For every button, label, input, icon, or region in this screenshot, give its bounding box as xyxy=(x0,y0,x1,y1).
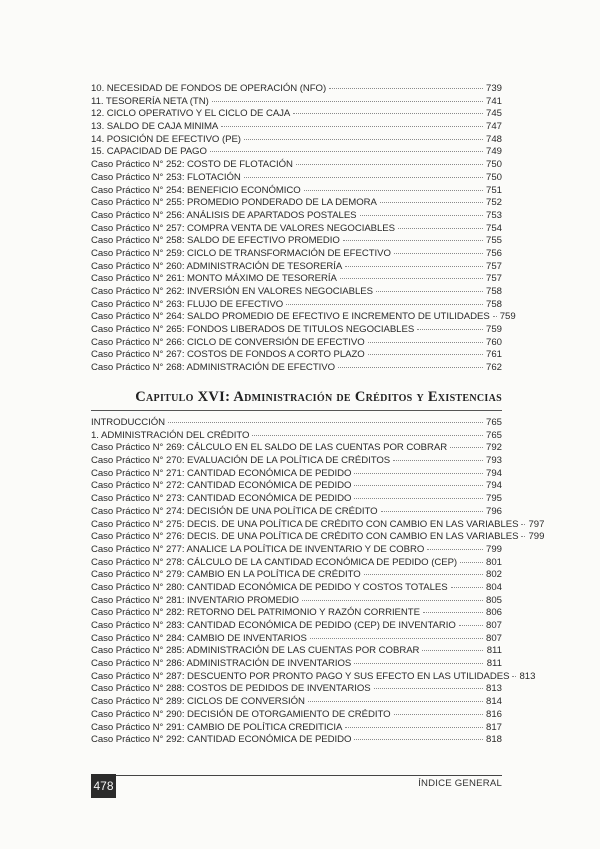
toc-entry-title: Caso Práctico N° 257: COMPRA VENTA DE VALORES NEGOCIABLES xyxy=(91,222,395,234)
toc-entry xyxy=(91,185,502,198)
dot-leader xyxy=(244,139,483,140)
toc-entry xyxy=(91,670,536,684)
dot-leader xyxy=(451,587,483,588)
heading-rule xyxy=(91,410,502,411)
toc-entry-page: 818 xyxy=(485,734,502,746)
toc-entry-page: 739 xyxy=(485,83,502,94)
toc-entry-title: Caso Práctico N° 274: DECISIÓN DE UNA POLÍTICA DE CRÉDITO xyxy=(91,505,378,517)
dot-leader xyxy=(345,266,483,267)
toc-entry xyxy=(91,620,502,633)
dot-leader xyxy=(252,435,483,436)
toc-entry xyxy=(91,121,502,134)
toc-entry-page: 749 xyxy=(485,146,502,158)
toc-entry-page: 794 xyxy=(485,467,502,479)
toc-entry-page: 799 xyxy=(528,531,545,543)
toc-entry xyxy=(91,468,502,481)
dot-leader xyxy=(374,688,483,689)
toc-entry-title: Caso Práctico N° 273: CANTIDAD ECONÓMICA DE PEDIDO xyxy=(91,493,352,505)
dot-leader xyxy=(354,663,483,664)
toc-entry-title: Caso Práctico N° 256: ANÁLISIS DE APARTADOS POSTALES xyxy=(91,209,357,221)
toc-entry-page: 794 xyxy=(485,480,502,492)
toc-section-before xyxy=(91,83,516,375)
toc-entry-page: 757 xyxy=(485,273,502,285)
dot-leader xyxy=(212,101,483,102)
toc-entry xyxy=(91,299,502,312)
toc-entry-title: Caso Práctico N° 282: RETORNO DEL PATRIMONIO Y RAZÓN CORRIENTE xyxy=(91,607,420,619)
toc-entry-page: 753 xyxy=(485,209,502,221)
dot-leader xyxy=(450,447,483,448)
dot-leader xyxy=(354,485,483,486)
toc-entry-title: Caso Práctico N° 277: ANALICE LA POLÍTICA DE INVENTARIO Y DE COBRO xyxy=(91,543,425,555)
dot-leader xyxy=(427,549,483,550)
toc-entry-title: Caso Práctico N° 268: ADMINISTRACIÓN DE EFECTIVO xyxy=(91,362,336,374)
toc-entry-title: Caso Práctico N° 265: FONDOS LIBERADOS DE TITULOS NEGOCIABLES xyxy=(91,324,415,336)
dot-leader xyxy=(168,422,483,423)
dot-leader xyxy=(329,88,483,89)
dot-leader xyxy=(304,190,483,191)
dot-leader xyxy=(343,240,483,241)
toc-entry xyxy=(91,248,502,261)
toc-entry-page: 793 xyxy=(485,455,502,467)
dot-leader xyxy=(345,727,483,728)
toc-entry-page: 758 xyxy=(485,298,502,310)
dot-leader xyxy=(423,612,483,613)
toc-entry-title: Caso Práctico N° 275: DECIS. DE UNA POLÍTICA DE CRÉDITO CON CAMBIO EN LAS VARIABLES xyxy=(91,518,519,530)
toc-entry xyxy=(91,544,502,557)
toc-entry-page: 811 xyxy=(486,658,502,670)
toc-entry-page: 765 xyxy=(485,429,502,441)
toc-entry-title: Caso Práctico N° 278: CÁLCULO DE LA CANTIDAD ECONÓMICA DE PEDIDO (CEP) xyxy=(91,556,458,568)
toc-entry xyxy=(91,683,502,696)
toc-entry-page: 748 xyxy=(485,133,502,145)
toc-entry-page: 752 xyxy=(485,197,502,209)
toc-entry-title: Caso Práctico N° 263: FLUJO DE EFECTIVO xyxy=(91,298,284,310)
toc-entry-title: Caso Práctico N° 290: DECISIÓN DE OTORGAMIENTO DE CRÉDITO xyxy=(91,708,391,720)
toc-entry-page: 813 xyxy=(485,683,502,695)
toc-entry-page: 804 xyxy=(485,581,502,593)
toc-entry xyxy=(91,159,502,172)
dot-leader xyxy=(459,625,483,626)
toc-entry xyxy=(91,197,502,210)
toc-entry xyxy=(91,493,502,506)
toc-entry-title: Caso Práctico N° 254: BENEFICIO ECONÓMICO xyxy=(91,184,301,196)
dot-leader xyxy=(512,676,516,677)
toc-entry xyxy=(91,146,502,159)
dot-leader xyxy=(221,126,483,127)
toc-entry-title: Caso Práctico N° 281: INVENTARIO PROMEDIO xyxy=(91,594,299,606)
toc-entry xyxy=(91,261,502,274)
toc-entry-page: 792 xyxy=(485,442,502,454)
toc-entry xyxy=(91,235,502,248)
toc-entry xyxy=(91,633,502,646)
toc-entry-title: Caso Práctico N° 267: COSTOS DE FONDOS A CORTO PLAZO xyxy=(91,349,365,361)
toc-entry-title: Caso Práctico N° 279: CAMBIO EN LA POLÍTICA DE CRÉDITO xyxy=(91,569,361,581)
toc-entry xyxy=(91,709,502,722)
toc-entry-page: 795 xyxy=(485,493,502,505)
toc-entry xyxy=(91,286,502,299)
dot-leader xyxy=(354,473,483,474)
toc-entry-page: 758 xyxy=(485,286,502,297)
dot-leader xyxy=(286,304,483,305)
toc-entry-title: 15. CAPACIDAD DE PAGO xyxy=(91,146,207,158)
toc-entry-page: 796 xyxy=(485,505,502,517)
toc-entry xyxy=(91,506,502,519)
running-title: ÍNDICE GENERAL xyxy=(418,778,502,789)
toc-entry-page: 741 xyxy=(485,95,502,107)
toc-entry-page: 813 xyxy=(519,670,536,682)
dot-leader xyxy=(521,524,525,525)
toc-entry-page: 760 xyxy=(485,336,502,348)
toc-entry-page: 757 xyxy=(485,260,502,272)
dot-leader xyxy=(296,164,483,165)
toc-entry-page: 759 xyxy=(499,311,516,323)
toc-entry-page: 817 xyxy=(485,721,502,733)
dot-leader xyxy=(302,600,483,601)
dot-leader xyxy=(340,278,483,279)
chapter-heading: Capitulo XVI: Administración de Créditos y Existencias xyxy=(135,389,502,405)
toc-entry-title: 14. POSICIÓN DE EFECTIVO (PE) xyxy=(91,133,241,145)
dot-leader xyxy=(338,367,483,368)
toc-entry-page: 751 xyxy=(485,184,502,196)
toc-entry-page: 754 xyxy=(485,222,502,234)
toc-entry-title: Caso Práctico N° 291: CAMBIO DE POLÍTICA CREDITICIA xyxy=(91,721,343,733)
toc-entry-page: 799 xyxy=(485,543,502,555)
toc-entry-page: 755 xyxy=(485,235,502,247)
toc-entry-title: Caso Práctico N° 253: FLOTACIÓN xyxy=(91,171,241,183)
toc-entry-title: Caso Práctico N° 288: COSTOS DE PEDIDOS DE INVENTARIOS xyxy=(91,683,371,695)
dot-leader xyxy=(308,701,483,702)
dot-leader xyxy=(394,253,483,254)
dot-leader xyxy=(293,113,483,114)
toc-entry xyxy=(91,582,502,595)
toc-entry-title: Caso Práctico N° 289: CICLOS DE CONVERSIÓN xyxy=(91,696,305,708)
toc-entry-title: Caso Práctico N° 280: CANTIDAD ECONÓMICA DE PEDIDO Y COSTOS TOTALES xyxy=(91,581,448,593)
toc-entry-title: Caso Práctico N° 255: PROMEDIO PONDERADO DE LA DEMORA xyxy=(91,197,377,209)
dot-leader xyxy=(364,574,483,575)
toc-entry-title: Caso Práctico N° 261: MONTO MÁXIMO DE TESORERÍA xyxy=(91,273,337,285)
toc-entry-title: INTRODUCCIÓN xyxy=(91,417,166,428)
toc-entry-title: Caso Práctico N° 258: SALDO DE EFECTIVO PROMEDIO xyxy=(91,235,340,247)
toc-entry-title: Caso Práctico N° 292: CANTIDAD ECONÓMICA DE PEDIDO xyxy=(91,734,352,746)
dot-leader xyxy=(310,638,483,639)
toc-entry xyxy=(91,480,502,493)
toc-entry xyxy=(91,337,502,350)
toc-entry-page: 761 xyxy=(485,349,502,361)
toc-entry xyxy=(91,134,502,147)
toc-entry-title: Caso Práctico N° 284: CAMBIO DE INVENTARIOS xyxy=(91,632,307,644)
toc-entry xyxy=(91,734,502,747)
toc-entry-page: 807 xyxy=(485,632,502,644)
toc-entry xyxy=(91,531,545,544)
dot-leader xyxy=(354,739,483,740)
toc-entry-page: 806 xyxy=(485,607,502,619)
toc-entry-title: Caso Práctico N° 283: CANTIDAD ECONÓMICA DE PEDIDO (CEP) DE INVENTARIO xyxy=(91,620,456,631)
dot-leader xyxy=(376,291,483,292)
toc-entry-page: 814 xyxy=(485,696,502,708)
toc-entry-title: Caso Práctico N° 252: COSTO DE FLOTACIÓN xyxy=(91,159,293,171)
dot-leader xyxy=(521,536,525,537)
toc-entry-page: 747 xyxy=(485,121,502,133)
toc-entry-page: 750 xyxy=(485,159,502,171)
toc-entry-title: Caso Práctico N° 269: CÁLCULO EN EL SALDO DE LAS CUENTAS POR COBRAR xyxy=(91,442,448,454)
toc-entry xyxy=(91,430,502,443)
toc-entry-page: 762 xyxy=(485,362,502,374)
toc-entry-title: Caso Práctico N° 270: EVALUACIÓN DE LA POLÍTICA DE CRÉDITOS xyxy=(91,455,391,467)
toc-entry xyxy=(91,557,502,570)
toc-entry xyxy=(91,417,502,430)
dot-leader xyxy=(368,354,483,355)
dot-leader xyxy=(417,329,483,330)
toc-entry-title: 12. CICLO OPERATIVO Y EL CICLO DE CAJA xyxy=(91,108,291,120)
toc-entry-page: 801 xyxy=(485,556,502,568)
toc-entry xyxy=(91,645,502,658)
dot-leader xyxy=(394,714,483,715)
toc-entry xyxy=(91,273,502,286)
dot-leader xyxy=(244,177,483,178)
footer-rule xyxy=(116,775,502,776)
toc-entry-title: Caso Práctico N° 271: CANTIDAD ECONÓMICA DE PEDIDO xyxy=(91,467,352,479)
toc-entry xyxy=(91,658,502,671)
toc-entry-title: 13. SALDO DE CAJA MINIMA xyxy=(91,121,219,133)
toc-entry xyxy=(91,311,516,324)
dot-leader xyxy=(210,151,483,152)
toc-entry xyxy=(91,607,502,620)
toc-section-chapter xyxy=(91,417,545,747)
toc-entry xyxy=(91,349,502,362)
dot-leader xyxy=(354,498,483,499)
dot-leader xyxy=(393,460,483,461)
toc-entry xyxy=(91,324,502,337)
toc-entry-page: 759 xyxy=(485,324,502,336)
toc-entry-page: 805 xyxy=(485,594,502,606)
dot-leader xyxy=(360,215,483,216)
toc-entry xyxy=(91,696,502,709)
dot-leader xyxy=(460,562,483,563)
dot-leader xyxy=(381,511,483,512)
toc-entry-title: Caso Práctico N° 286: ADMINISTRACIÓN DE INVENTARIOS xyxy=(91,658,352,670)
toc-entry-title: 10. NECESIDAD DE FONDOS DE OPERACIÓN (NFO) xyxy=(91,83,327,94)
toc-entry-title: Caso Práctico N° 285: ADMINISTRACIÓN DE LAS CUENTAS POR COBRAR xyxy=(91,645,420,657)
toc-entry-title: Caso Práctico N° 262: INVERSIÓN EN VALORES NEGOCIABLES xyxy=(91,286,373,297)
toc-entry-page: 811 xyxy=(486,645,502,657)
toc-entry-page: 816 xyxy=(485,708,502,720)
toc-entry xyxy=(91,722,502,735)
dot-leader xyxy=(380,202,483,203)
toc-entry-page: 756 xyxy=(485,247,502,259)
toc-entry-title: 1. ADMINISTRACIÓN DEL CRÉDITO xyxy=(91,429,250,441)
toc-entry xyxy=(91,569,502,582)
toc-entry xyxy=(91,595,502,608)
toc-entry-title: Caso Práctico N° 287: DESCUENTO POR PRONTO PAGO Y SUS EFECTO EN LAS UTILIDADES xyxy=(91,670,510,682)
page-number: 478 xyxy=(91,774,116,798)
toc-entry xyxy=(91,210,502,223)
toc-entry xyxy=(91,518,545,532)
toc-entry xyxy=(91,223,502,236)
dot-leader xyxy=(422,650,483,651)
dot-leader xyxy=(368,342,483,343)
toc-entry-page: 750 xyxy=(485,171,502,183)
toc-entry-title: Caso Práctico N° 276: DECIS. DE UNA POLÍTICA DE CRÉDITO CON CAMBIO EN LAS VARIABLES xyxy=(91,531,519,543)
toc-entry xyxy=(91,362,502,375)
toc-entry xyxy=(91,455,502,468)
toc-entry xyxy=(91,172,502,185)
toc-entry xyxy=(91,96,502,109)
toc-entry-title: Caso Práctico N° 266: CICLO DE CONVERSIÓN DE EFECTIVO xyxy=(91,336,365,348)
toc-entry-page: 802 xyxy=(485,569,502,581)
toc-entry xyxy=(91,442,502,455)
toc-entry-title: Caso Práctico N° 264: SALDO PROMEDIO DE EFECTIVO E INCREMENTO DE UTILIDADES xyxy=(91,311,490,323)
toc-entry-title: Caso Práctico N° 272: CANTIDAD ECONÓMICA DE PEDIDO xyxy=(91,480,352,492)
toc-entry xyxy=(91,108,502,121)
dot-leader xyxy=(398,228,483,229)
toc-entry xyxy=(91,83,502,96)
dot-leader xyxy=(493,316,497,317)
toc-entry-title: Caso Práctico N° 259: CICLO DE TRANSFORMACIÓN DE EFECTIVO xyxy=(91,247,391,259)
toc-entry-page: 807 xyxy=(485,620,502,631)
toc-entry-page: 745 xyxy=(485,108,502,120)
toc-entry-title: 11. TESORERÍA NETA (TN) xyxy=(91,95,209,107)
toc-entry-page: 765 xyxy=(485,417,502,428)
toc-entry-page: 797 xyxy=(528,518,545,530)
toc-entry-title: Caso Práctico N° 260: ADMINISTRACIÓN DE TESORERÍA xyxy=(91,260,343,272)
